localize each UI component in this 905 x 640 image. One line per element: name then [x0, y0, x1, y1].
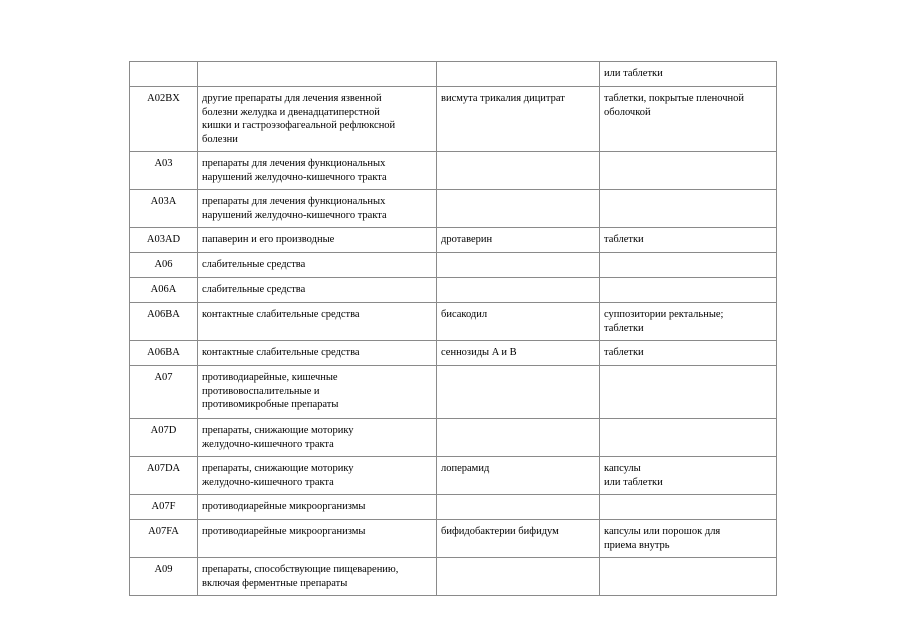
pharmacological-group-cell: [198, 228, 437, 253]
cell-text-line: нарушений желудочно-кишечного тракта: [202, 209, 387, 221]
atc-code-cell: A06A: [130, 278, 198, 303]
table-body: [130, 62, 777, 596]
active-substance-cell: [437, 558, 600, 596]
dosage-form-cell: [600, 228, 777, 253]
cell-text-line: висмута трикалия дицитрат: [441, 93, 565, 104]
table-row: [130, 558, 777, 596]
atc-code-cell: A06BA: [130, 303, 198, 341]
cell-text-line: таблетки: [604, 322, 644, 334]
cell-text-line: таблетки, покрытые пленочной: [604, 93, 745, 104]
active-substance-cell: [437, 520, 600, 558]
cell-text-line: слабительные средства: [202, 284, 306, 295]
cell-text-line: противодиарейные микроорганизмы: [202, 526, 366, 537]
cell-text-line: препараты, способствующие пищеварению,: [202, 564, 399, 575]
cell-text-line: оболочкой: [604, 106, 651, 118]
cell-text-line: препараты, снижающие моторику: [202, 425, 354, 436]
cell-text-line: болезни: [202, 133, 238, 145]
atc-code-cell: A09: [130, 558, 198, 596]
pharmacological-group-cell: [198, 253, 437, 278]
dosage-form-cell: [600, 87, 777, 152]
cell-text-line: кишки и гастроэзофагеальной рефлюксной: [202, 120, 396, 131]
cell-text-line: таблетки: [604, 347, 644, 358]
active-substance-cell: [437, 62, 600, 87]
cell-text-line: слабительные средства: [202, 259, 306, 270]
dosage-form-cell: [600, 558, 777, 596]
atc-code-cell: A07DA: [130, 457, 198, 495]
cell-text-line: бифидобактерии бифидум: [441, 526, 559, 537]
dosage-form-cell: [600, 419, 777, 457]
cell-text-line: папаверин и его производные: [202, 234, 335, 245]
pharmacological-group-cell: [198, 190, 437, 228]
pharmacological-group-cell: [198, 495, 437, 520]
atc-code-cell: A07FA: [130, 520, 198, 558]
table-row: [130, 366, 777, 419]
table-row: [130, 419, 777, 457]
table-row: [130, 228, 777, 253]
cell-text-line: желудочно-кишечного тракта: [202, 438, 334, 450]
cell-text-line: болезни желудка и двенадцатиперстной: [202, 106, 380, 118]
active-substance-cell: [437, 152, 600, 190]
table-row: [130, 152, 777, 190]
cell-text-line: желудочно-кишечного тракта: [202, 476, 334, 488]
dosage-form-cell: [600, 366, 777, 419]
atc-code-cell: A03AD: [130, 228, 198, 253]
cell-text-line: сеннозиды A и B: [441, 347, 517, 358]
pharmacological-group-cell: [198, 419, 437, 457]
table-row: [130, 190, 777, 228]
cell-text-line: включая ферментные препараты: [202, 577, 348, 589]
table-row: [130, 341, 777, 366]
atc-code-cell: A07: [130, 366, 198, 419]
table-row: [130, 303, 777, 341]
pharmacological-group-cell: [198, 152, 437, 190]
cell-text-line: дротаверин: [441, 234, 493, 245]
cell-text-line: или таблетки: [604, 476, 663, 488]
active-substance-cell: [437, 87, 600, 152]
active-substance-cell: [437, 366, 600, 419]
atc-code-cell: A03A: [130, 190, 198, 228]
active-substance-cell: [437, 303, 600, 341]
cell-text-line: бисакодил: [441, 309, 488, 320]
drug-classification-table: [129, 61, 777, 596]
dosage-form-cell: [600, 495, 777, 520]
dosage-form-cell: [600, 253, 777, 278]
dosage-form-cell: [600, 341, 777, 366]
pharmacological-group-cell: [198, 341, 437, 366]
active-substance-cell: [437, 228, 600, 253]
cell-text-line: противодиарейные, кишечные: [202, 372, 338, 383]
cell-text-line: препараты для лечения функциональных: [202, 196, 386, 207]
active-substance-cell: [437, 495, 600, 520]
cell-text-line: противодиарейные микроорганизмы: [202, 501, 366, 512]
active-substance-cell: [437, 253, 600, 278]
cell-text-line: суппозитории ректальные;: [604, 309, 724, 320]
atc-code-cell: A07D: [130, 419, 198, 457]
pharmacological-group-cell: [198, 278, 437, 303]
atc-code-cell: A07F: [130, 495, 198, 520]
pharmacological-group-cell: [198, 366, 437, 419]
cell-text-line: противовоспалительные и: [202, 385, 320, 397]
cell-text-line: или таблетки: [604, 68, 663, 79]
pharmacological-group-cell: [198, 558, 437, 596]
atc-code-cell: A02BX: [130, 87, 198, 152]
cell-text-line: лоперамид: [441, 463, 490, 474]
atc-code-cell: A03: [130, 152, 198, 190]
table-row: [130, 253, 777, 278]
table-row: [130, 495, 777, 520]
cell-text-line: приема внутрь: [604, 539, 670, 551]
active-substance-cell: [437, 190, 600, 228]
dosage-form-cell: [600, 62, 777, 87]
dosage-form-cell: [600, 278, 777, 303]
pharmacological-group-cell: [198, 62, 437, 87]
cell-text-line: капсулы или порошок для: [604, 526, 721, 537]
cell-text-line: капсулы: [604, 463, 641, 474]
table-row: [130, 87, 777, 152]
cell-text-line: препараты для лечения функциональных: [202, 158, 386, 169]
pharmacological-group-cell: [198, 457, 437, 495]
cell-text-line: контактные слабительные средства: [202, 309, 360, 320]
atc-code-cell: A06BA: [130, 341, 198, 366]
active-substance-cell: [437, 457, 600, 495]
atc-code-cell: A06: [130, 253, 198, 278]
dosage-form-cell: [600, 520, 777, 558]
cell-text-line: таблетки: [604, 234, 644, 245]
active-substance-cell: [437, 278, 600, 303]
table-row: [130, 62, 777, 87]
atc-code-cell: [130, 62, 198, 87]
table-row: [130, 457, 777, 495]
cell-text-line: другие препараты для лечения язвенной: [202, 93, 382, 104]
pharmacological-group-cell: [198, 87, 437, 152]
cell-text-line: противомикробные препараты: [202, 399, 339, 410]
pharmacological-group-cell: [198, 303, 437, 341]
table-row: [130, 520, 777, 558]
dosage-form-cell: [600, 152, 777, 190]
active-substance-cell: [437, 341, 600, 366]
dosage-form-cell: [600, 457, 777, 495]
active-substance-cell: [437, 419, 600, 457]
pharmacological-group-cell: [198, 520, 437, 558]
cell-text-line: препараты, снижающие моторику: [202, 463, 354, 474]
cell-text-line: нарушений желудочно-кишечного тракта: [202, 171, 387, 183]
cell-text-line: контактные слабительные средства: [202, 347, 360, 358]
table-row: [130, 278, 777, 303]
dosage-form-cell: [600, 190, 777, 228]
dosage-form-cell: [600, 303, 777, 341]
